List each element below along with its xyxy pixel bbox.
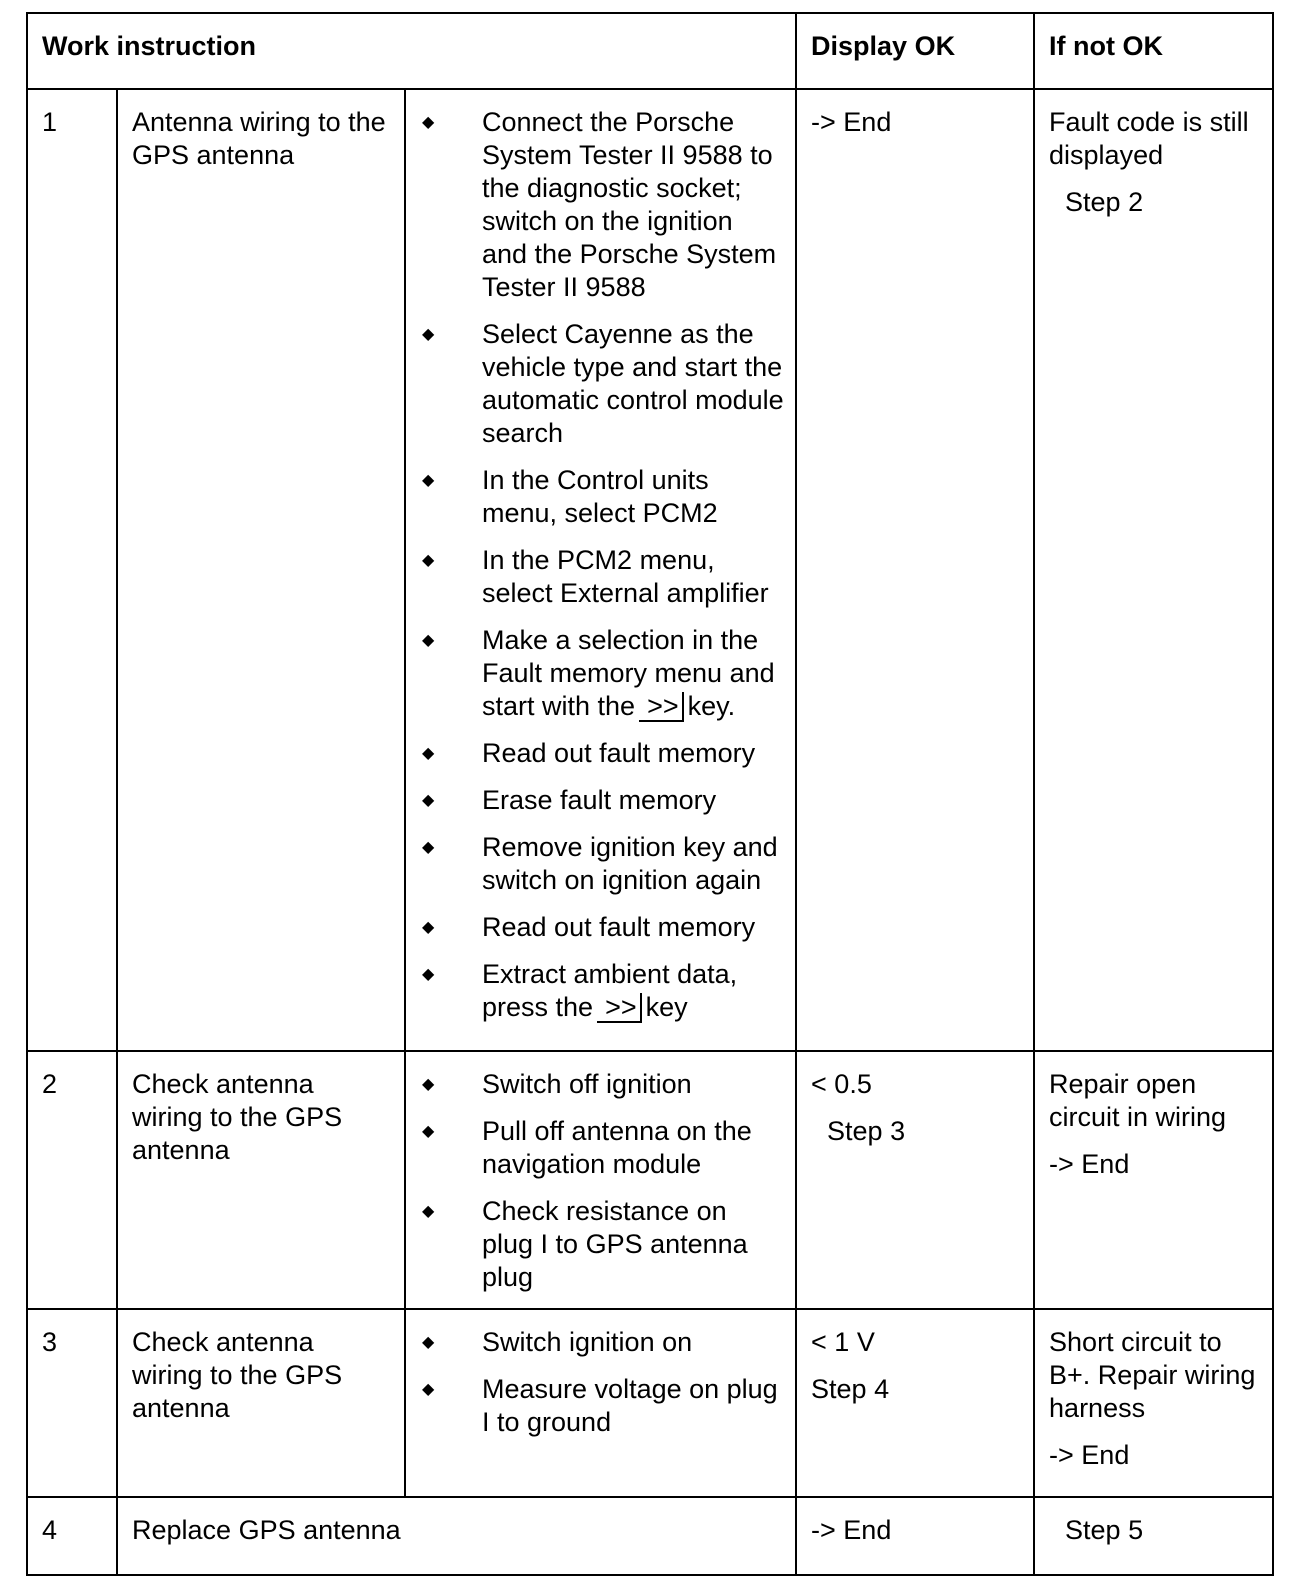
display-ok-text: < 0.5 — [811, 1069, 872, 1099]
diamond-bullet-icon: ◆ — [422, 114, 435, 131]
diamond-bullet-icon: ◆ — [422, 966, 435, 983]
table-row — [27, 89, 1273, 1051]
table-row — [27, 1497, 1273, 1575]
diamond-bullet-icon: ◆ — [422, 1381, 435, 1398]
if-not-ok-cell — [1034, 1309, 1273, 1497]
if-not-ok-text: Fault code is still displayed — [1049, 107, 1249, 170]
list-item: ◆ Select Cayenne as the vehicle type and start the automatic control module search — [422, 319, 784, 448]
if-not-ok-cell — [1034, 89, 1273, 1051]
step-description: Check antenna wiring to the GPS antenna — [117, 1309, 405, 1497]
step-actions — [405, 1309, 796, 1497]
if-not-ok-text: Short circuit to B+. Repair wiring harness — [1049, 1327, 1256, 1423]
display-ok-text: -> End — [811, 107, 892, 137]
if-not-ok-next-step: Step 2 — [1065, 187, 1144, 217]
display-ok-next-step: Step 4 — [811, 1374, 890, 1404]
list-item: ◆ In the Control units menu, select PCM2 — [422, 465, 718, 528]
display-ok-cell — [796, 1497, 1034, 1575]
header-work-instruction: Work instruction — [27, 13, 796, 89]
key-symbol: >> — [639, 692, 684, 722]
action-list — [418, 1068, 785, 1294]
key-symbol: >> — [597, 993, 642, 1023]
table-row — [27, 1309, 1273, 1497]
header-display-ok: Display OK — [796, 13, 1034, 89]
list-item: ◆ Pull off antenna on the navigation module — [422, 1116, 752, 1179]
step-number: 3 — [27, 1309, 117, 1497]
list-item: ◆ In the PCM2 menu, select External amplifier — [422, 545, 769, 608]
diamond-bullet-icon: ◆ — [422, 745, 435, 762]
action-list — [418, 106, 785, 1024]
diamond-bullet-icon: ◆ — [422, 472, 435, 489]
list-item: ◆ Switch ignition on — [422, 1327, 693, 1357]
diamond-bullet-icon: ◆ — [422, 326, 435, 343]
step-description: Antenna wiring to the GPS antenna — [117, 89, 405, 1051]
diamond-bullet-icon: ◆ — [422, 1076, 435, 1093]
list-item: ◆ Remove ignition key and switch on ignition again — [422, 832, 778, 895]
table-header-row — [27, 13, 1273, 89]
diamond-bullet-icon: ◆ — [422, 1203, 435, 1220]
list-item: ◆ Erase fault memory — [422, 785, 717, 815]
step-number: 2 — [27, 1051, 117, 1309]
diamond-bullet-icon: ◆ — [422, 632, 435, 649]
if-not-ok-text: Repair open circuit in wiring — [1049, 1069, 1227, 1132]
action-list — [418, 1326, 785, 1439]
display-ok-cell — [796, 1309, 1034, 1497]
display-ok-cell — [796, 89, 1034, 1051]
diamond-bullet-icon: ◆ — [422, 1123, 435, 1140]
list-item: ◆ Read out fault memory — [422, 738, 756, 768]
list-item: ◆ Measure voltage on plug I to ground — [422, 1374, 778, 1437]
table-row — [27, 1051, 1273, 1309]
if-not-ok-next-step: -> End — [1049, 1440, 1130, 1470]
diamond-bullet-icon: ◆ — [422, 919, 435, 936]
if-not-ok-next-step: -> End — [1049, 1149, 1130, 1179]
display-ok-next-step: Step 3 — [827, 1116, 906, 1146]
display-ok-text: -> End — [811, 1515, 892, 1545]
list-item: ◆ Check resistance on plug I to GPS antenna plug — [422, 1196, 748, 1292]
if-not-ok-cell — [1034, 1497, 1273, 1575]
step-description: Check antenna wiring to the GPS antenna — [117, 1051, 405, 1309]
work-instruction-table — [26, 12, 1274, 1576]
diamond-bullet-icon: ◆ — [422, 792, 435, 809]
step-actions — [405, 89, 796, 1051]
step-number: 1 — [27, 89, 117, 1051]
list-item: ◆ Connect the Porsche System Tester II 9588 to the diagnostic socket; switch on the ignition and the Porsche System Tester II 9588 — [422, 107, 777, 302]
if-not-ok-cell — [1034, 1051, 1273, 1309]
list-item: ◆ Make a selection in the Fault memory menu and start with the >> key. — [422, 625, 775, 721]
diamond-bullet-icon: ◆ — [422, 839, 435, 856]
if-not-ok-next-step: Step 5 — [1065, 1515, 1144, 1545]
display-ok-text: < 1 V — [811, 1327, 875, 1357]
diamond-bullet-icon: ◆ — [422, 1334, 435, 1351]
step-number: 4 — [27, 1497, 117, 1575]
header-if-not-ok: If not OK — [1034, 13, 1273, 89]
list-item: ◆ Extract ambient data, press the >> key — [422, 959, 738, 1022]
diamond-bullet-icon: ◆ — [422, 552, 435, 569]
list-item: ◆ Read out fault memory — [422, 912, 756, 942]
step-actions — [405, 1051, 796, 1309]
step-description: Replace GPS antenna — [117, 1497, 796, 1575]
display-ok-cell — [796, 1051, 1034, 1309]
list-item: ◆ Switch off ignition — [422, 1069, 692, 1099]
